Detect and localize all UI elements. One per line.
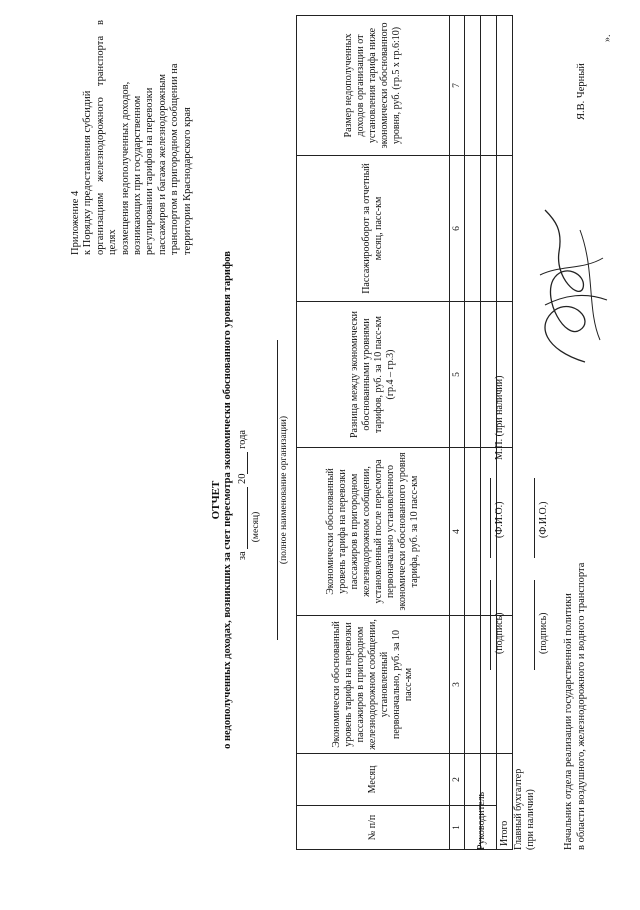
organization-hint: (полное наименование организации) — [279, 415, 289, 565]
table-cell — [465, 448, 481, 616]
annex-line: к Порядку предоставления субсидий — [82, 90, 94, 255]
accountant-name-line — [533, 478, 535, 558]
annex-line: возмещения недополученных доходов, — [119, 81, 131, 255]
annex-line: транспортом в пригородном сообщении на — [169, 63, 181, 255]
head-signature-line — [489, 580, 491, 670]
annex-line: пассажиров и багажа железнодорожным — [156, 73, 168, 255]
table-cell — [465, 156, 481, 302]
official-position — [562, 420, 588, 850]
table-cell — [481, 16, 497, 156]
column-number: 5 — [450, 302, 465, 448]
report-period — [236, 410, 248, 580]
header-cell: Месяц — [297, 754, 450, 806]
period-year-prefix: 20 — [237, 473, 248, 485]
annex-line: Приложение 4 — [70, 190, 81, 255]
annex-line: территории Краснодарского края — [181, 107, 193, 255]
table-cell — [481, 156, 497, 302]
column-number: 3 — [450, 616, 465, 754]
annex-header — [70, 20, 194, 255]
year-blank — [236, 452, 248, 474]
table-cell — [497, 16, 513, 156]
header-cell: Разница между экономически обоснованными уровнями тарифов, руб. за 10 пасс-км (гр.4 – гр.3) — [297, 302, 450, 448]
column-number: 1 — [450, 806, 465, 850]
margin-mark: ». — [602, 34, 613, 42]
month-blank — [236, 487, 248, 549]
head-name-hint: (Ф.И.О.) — [494, 501, 505, 538]
annex-line: регулировании тарифов на перевозки — [144, 87, 156, 255]
handwritten-signature-icon — [525, 200, 615, 370]
header-cell: Экономически обоснованный уровень тарифа на перевозки пассажиров в пригородном железнодорожном сообщении, установленный первоначально, руб. за 10 пасс-км — [297, 616, 450, 754]
accountant-signature-line — [533, 580, 535, 670]
head-name-line — [489, 478, 491, 558]
annex-line: возникающих при государственном — [132, 95, 144, 255]
accountant-signature-hint: (подпись) — [538, 612, 549, 654]
period-suffix: года — [237, 429, 248, 449]
report-table — [296, 15, 513, 850]
head-label: Руководитель — [476, 791, 487, 850]
head-signature-hint: (подпись) — [494, 612, 505, 654]
table-cell — [465, 616, 481, 754]
accountant-name-hint: (Ф.И.О.) — [538, 501, 549, 538]
table-header-row — [297, 16, 450, 850]
table-row — [465, 16, 481, 850]
official-position-line: Начальник отдела реализации государственной политики — [563, 593, 574, 850]
report-subtitle: о недополученных доходах, возникших за счет пересмотра экономически обоснованного уровня тарифов — [222, 251, 233, 749]
total-label: Итого — [497, 754, 513, 850]
column-number: 6 — [450, 156, 465, 302]
column-number: 2 — [450, 754, 465, 806]
table-number-row — [450, 16, 465, 850]
accountant-label-note: (при наличии) — [525, 789, 536, 850]
official-position-line: в области воздушного, железнодорожного и водного транспорта — [576, 562, 587, 850]
month-hint: (месяц) — [251, 511, 261, 543]
official-name: Я.В. Черный — [576, 63, 587, 120]
stamp-place: М.П. (при наличии) — [494, 375, 505, 460]
table-cell — [465, 16, 481, 156]
report-title: ОТЧЕТ — [210, 480, 222, 520]
organization-blank-line — [277, 340, 278, 640]
header-cell: № п/п — [297, 806, 450, 850]
header-cell: Размер недополученных доходов организации от установления тарифа ниже экономически обоснованного уровня, руб. (гр.5 х гр.6:10) — [297, 16, 450, 156]
table-cell — [465, 302, 481, 448]
header-cell: Экономически обоснованный уровень тарифа на перевозки пассажиров в пригородном железнодорожном сообщении, установленный после пересмотра первоначально установленного экономически обоснованного уровня тарифа, руб. за 10 пасс-км — [297, 448, 450, 616]
table-cell — [497, 156, 513, 302]
annex-line: организациям железнодорожного транспорта в целях — [94, 20, 119, 255]
accountant-label: Главный бухгалтер — [513, 768, 524, 850]
column-number: 7 — [450, 16, 465, 156]
column-number: 4 — [450, 448, 465, 616]
header-cell: Пассажирооборот за отчетный месяц, пасс-км — [297, 156, 450, 302]
period-prefix: за — [237, 551, 248, 561]
